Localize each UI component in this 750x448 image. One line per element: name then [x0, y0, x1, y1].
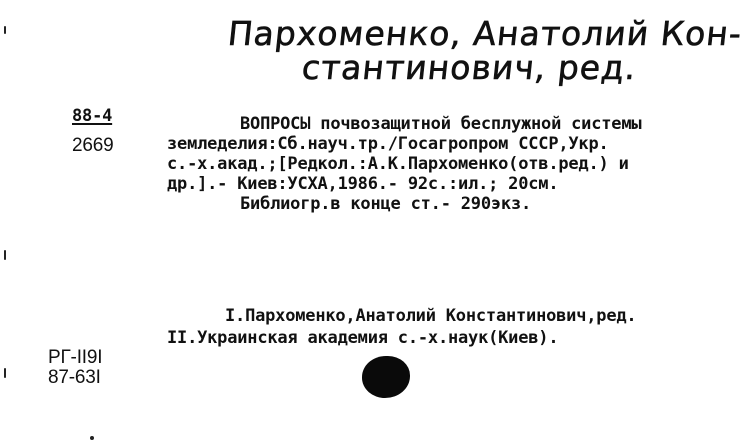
description-line-4: др.].- Киев:УСХА,1986.- 92с.:ил.; 20см.: [167, 174, 559, 194]
description-line-3: с.-х.акад.;[Редкол.:А.К.Пархоменко(отв.ред.) и: [167, 154, 629, 174]
handwritten-heading-line-1: Пархоменко, Анатолий Кон-: [226, 14, 745, 53]
edge-mark: [4, 368, 6, 378]
edge-mark: [4, 26, 6, 34]
description-line-2: земледелия:Сб.науч.тр./Госагропром СССР,Укр.: [167, 134, 609, 154]
shelfmark-class: 88-4: [72, 106, 113, 126]
edge-mark: [4, 250, 6, 260]
card-hole: [362, 356, 410, 398]
shelfmark-number: 2669: [72, 135, 114, 156]
description-line-1: ВОПРОСЫ почвозащитной бесплужной системы: [240, 114, 642, 134]
handwritten-heading-line-2: стантинович, ред.: [300, 48, 639, 87]
registry-number-2: 87-63I: [48, 367, 101, 388]
speck-mark: [90, 436, 94, 440]
tracing-line-2: II.Украинская академия с.-х.наук(Киев).: [167, 328, 559, 348]
description-line-5: Библиогр.в конце ст.- 290экз.: [240, 194, 532, 214]
tracing-line-1: I.Пархоменко,Анатолий Константинович,ред.: [225, 306, 637, 326]
registry-number-1: РГ-II9I: [48, 347, 103, 368]
